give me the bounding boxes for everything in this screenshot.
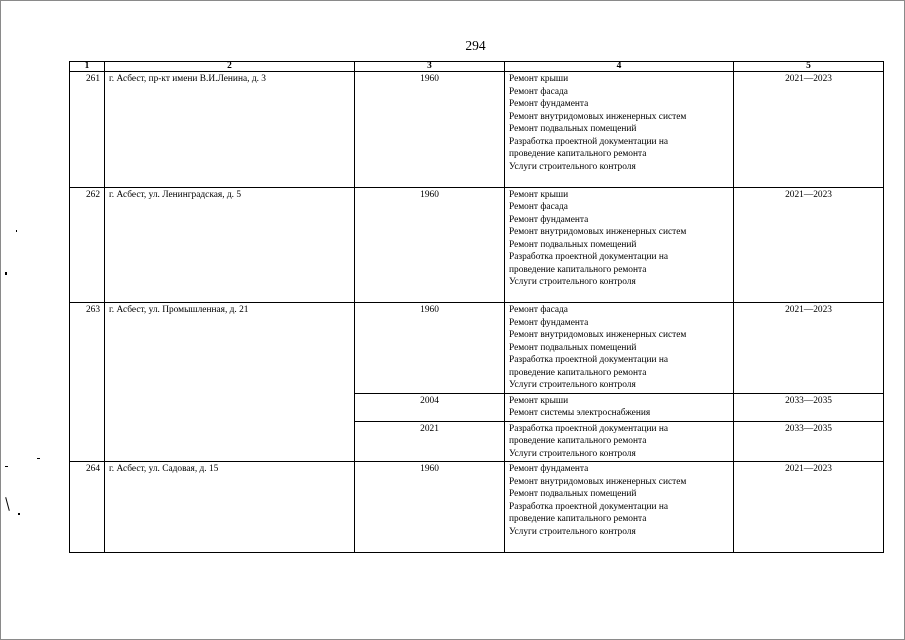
column-header: 4 <box>505 62 734 72</box>
table-row <box>70 462 884 553</box>
period-cell: 2021—2023 <box>734 187 884 303</box>
work-item: Ремонт крыши <box>509 74 569 84</box>
work-item: проведение капитального ремонта <box>509 367 647 378</box>
work-item: Услуги строительного контроля <box>509 380 636 390</box>
work-item: Ремонт внутридомовых инженерных систем <box>509 111 687 122</box>
works-cell <box>505 72 734 188</box>
column-header: 1 <box>70 62 105 72</box>
year-cell: 2021 <box>355 421 505 462</box>
work-item: Ремонт подвальных помещений <box>509 489 637 499</box>
works-cell <box>505 303 734 394</box>
work-item: Ремонт внутридомовых инженерных систем <box>509 227 687 237</box>
scan-speck <box>5 466 8 467</box>
column-header: 3 <box>355 62 505 72</box>
work-item: Разработка проектной документации на <box>509 501 669 512</box>
work-item: проведение капитального ремонта <box>509 149 647 159</box>
period-cell: 2021—2023 <box>734 303 884 394</box>
work-item: Услуги строительного контроля <box>509 526 636 537</box>
work-item: Ремонт фасада <box>509 86 568 97</box>
work-item: Ремонт подвальных помещений <box>509 239 637 250</box>
work-item: Ремонт крыши <box>509 189 569 200</box>
work-item: Услуги строительного контроля <box>509 277 636 287</box>
address-cell: г. Асбест, ул. Промышленная, д. 21 <box>105 303 355 462</box>
work-item: проведение капитального ремонта <box>509 264 647 275</box>
work-item: Ремонт системы электроснабжения <box>509 408 651 418</box>
address-cell: г. Асбест, пр-кт имени В.И.Ленина, д. 3 <box>105 72 355 188</box>
work-item: Разработка проектной документации на <box>509 355 669 365</box>
work-item: Ремонт подвальных помещений <box>509 124 637 134</box>
column-header: 2 <box>105 62 355 72</box>
scan-speck <box>37 458 40 459</box>
work-item: Ремонт фасада <box>509 202 568 212</box>
period-cell: 2033—2035 <box>734 393 884 421</box>
works-cell <box>505 462 734 553</box>
scan-speck <box>18 513 20 515</box>
table-body <box>70 72 884 553</box>
period-cell: 2021—2023 <box>734 72 884 188</box>
work-item: проведение капитального ремонта <box>509 514 647 524</box>
row-number: 264 <box>70 462 105 553</box>
work-item: проведение капитального ремонта <box>509 436 647 446</box>
scan-speck <box>5 272 7 275</box>
works-cell <box>505 187 734 303</box>
scan-speck <box>16 230 17 232</box>
page-number: 294 <box>465 38 486 53</box>
year-cell: 1960 <box>355 303 505 394</box>
address-cell: г. Асбест, ул. Ленинградская, д. 5 <box>105 187 355 303</box>
work-item: Ремонт внутридомовых инженерных систем <box>509 330 687 340</box>
work-item: Ремонт крыши <box>509 395 569 406</box>
works-cell <box>505 393 734 421</box>
work-item: Разработка проектной документации на <box>509 252 669 262</box>
work-item: Услуги строительного контроля <box>509 161 636 172</box>
work-item: Ремонт фундамента <box>509 464 589 474</box>
work-item: Ремонт подвальных помещений <box>509 342 637 353</box>
work-item: Ремонт фундамента <box>509 99 589 109</box>
header-row <box>70 62 884 72</box>
table-row <box>70 187 884 303</box>
work-item: Разработка проектной документации на <box>509 136 669 147</box>
row-number: 262 <box>70 187 105 303</box>
period-cell: 2021—2023 <box>734 462 884 553</box>
column-header: 5 <box>734 62 884 72</box>
year-cell: 1960 <box>355 187 505 303</box>
works-cell <box>505 421 734 462</box>
work-item: Ремонт внутридомовых инженерных систем <box>509 476 687 487</box>
row-number: 263 <box>70 303 105 462</box>
table-row <box>70 303 884 394</box>
year-cell: 1960 <box>355 462 505 553</box>
year-cell: 1960 <box>355 72 505 188</box>
work-item: Ремонт фасада <box>509 305 568 315</box>
work-item: Ремонт фундамента <box>509 214 589 225</box>
year-cell: 2004 <box>355 393 505 421</box>
work-item: Разработка проектной документации на <box>509 423 669 434</box>
repair-schedule-table <box>69 61 884 553</box>
work-item: Ремонт фундамента <box>509 317 589 328</box>
row-number: 261 <box>70 72 105 188</box>
address-cell: г. Асбест, ул. Садовая, д. 15 <box>105 462 355 553</box>
work-item: Услуги строительного контроля <box>509 448 636 459</box>
table-row <box>70 72 884 188</box>
period-cell: 2033—2035 <box>734 421 884 462</box>
